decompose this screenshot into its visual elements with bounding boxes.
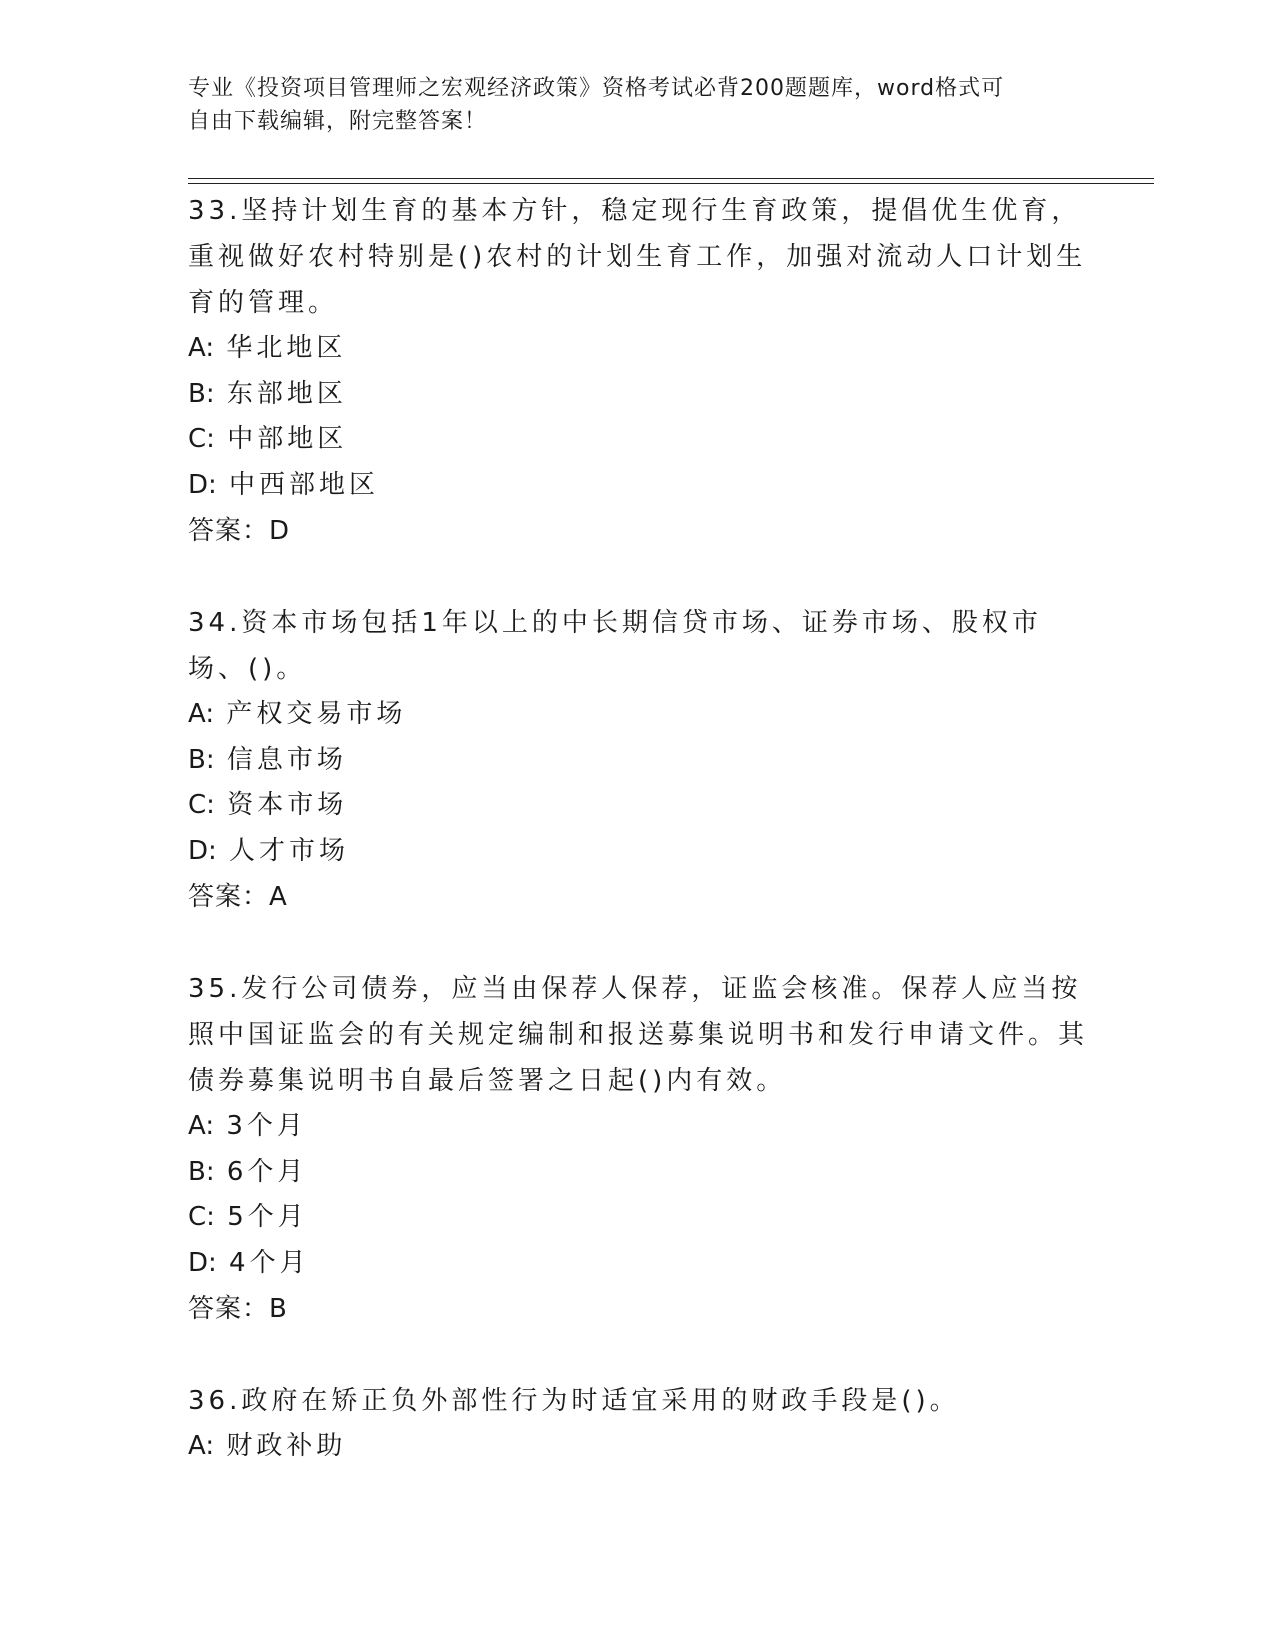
option-letter: D:: [188, 469, 217, 500]
option-letter: C:: [188, 790, 215, 820]
question-36: [188, 1378, 1088, 1470]
option-letter: A:: [188, 699, 215, 729]
answer-line: 答案：D: [188, 516, 291, 546]
option-text: 东部地区: [226, 378, 347, 409]
option-a: [188, 326, 1088, 372]
option-letter: A:: [188, 1111, 215, 1141]
option-b: [188, 738, 1088, 784]
option-a: [188, 692, 1088, 738]
question-text: 35.发行公司债券，应当由保荐人保荐，证监会核准。保荐人应当按照中国证监会的有关规定编制和报送募集说明书和发行申请文件。其债券募集说明书自最后签署之日起()内有效。: [188, 974, 1089, 1096]
option-c: [188, 783, 1088, 829]
document-header: [188, 72, 1088, 138]
option-text: 4个月: [229, 1247, 310, 1278]
question-text: 36.政府在矫正负外部性行为时适宜采用的财政手段是()。: [188, 1386, 960, 1416]
answer-line: 答案：A: [188, 882, 288, 912]
option-letter: C:: [188, 1202, 215, 1232]
option-text: 6个月: [226, 1156, 308, 1187]
option-text: 华北地区: [226, 333, 347, 363]
answer-line: 答案：B: [188, 1294, 288, 1324]
option-a: [188, 1424, 1088, 1470]
option-letter: B:: [188, 1156, 215, 1187]
option-text: 资本市场: [227, 790, 348, 820]
option-c: [188, 417, 1088, 463]
option-text: 3个月: [226, 1111, 307, 1141]
header-divider-top: [188, 178, 1154, 179]
question-35: [188, 966, 1088, 1332]
option-letter: D:: [188, 835, 217, 866]
header-line-2: 自由下载编辑，附完整答案！: [188, 109, 488, 134]
question-text: 33.坚持计划生育的基本方针，稳定现行生育政策，提倡优生优育，重视做好农村特别是()农村的计划生育工作，加强对流动人口计划生育的管理。: [188, 196, 1087, 318]
option-letter: B:: [188, 744, 215, 775]
option-text: 财政补助: [226, 1431, 347, 1461]
header-line-1: 专业《投资项目管理师之宏观经济政策》资格考试必背200题题库，word格式可: [188, 76, 1005, 101]
option-c: [188, 1195, 1088, 1241]
option-d: [188, 829, 1088, 875]
option-letter: A:: [188, 333, 215, 363]
option-b: [188, 1150, 1088, 1196]
question-text: 34.资本市场包括1年以上的中长期信贷市场、证券市场、股权市场、()。: [188, 608, 1042, 684]
option-text: 中西部地区: [229, 469, 380, 500]
option-letter: A:: [188, 1431, 215, 1461]
option-letter: C:: [188, 424, 215, 454]
question-list: [188, 188, 1088, 1516]
question-33: [188, 188, 1088, 554]
option-letter: B:: [188, 378, 215, 409]
option-a: [188, 1104, 1088, 1150]
option-text: 产权交易市场: [226, 699, 407, 729]
header-divider-bottom: [188, 183, 1154, 184]
option-text: 5个月: [227, 1202, 308, 1232]
question-34: [188, 600, 1088, 920]
option-b: [188, 372, 1088, 418]
option-d: [188, 463, 1088, 509]
option-text: 中部地区: [227, 424, 348, 454]
option-d: [188, 1241, 1088, 1287]
option-text: 人才市场: [229, 835, 350, 866]
option-text: 信息市场: [226, 744, 347, 775]
option-letter: D:: [188, 1247, 217, 1278]
